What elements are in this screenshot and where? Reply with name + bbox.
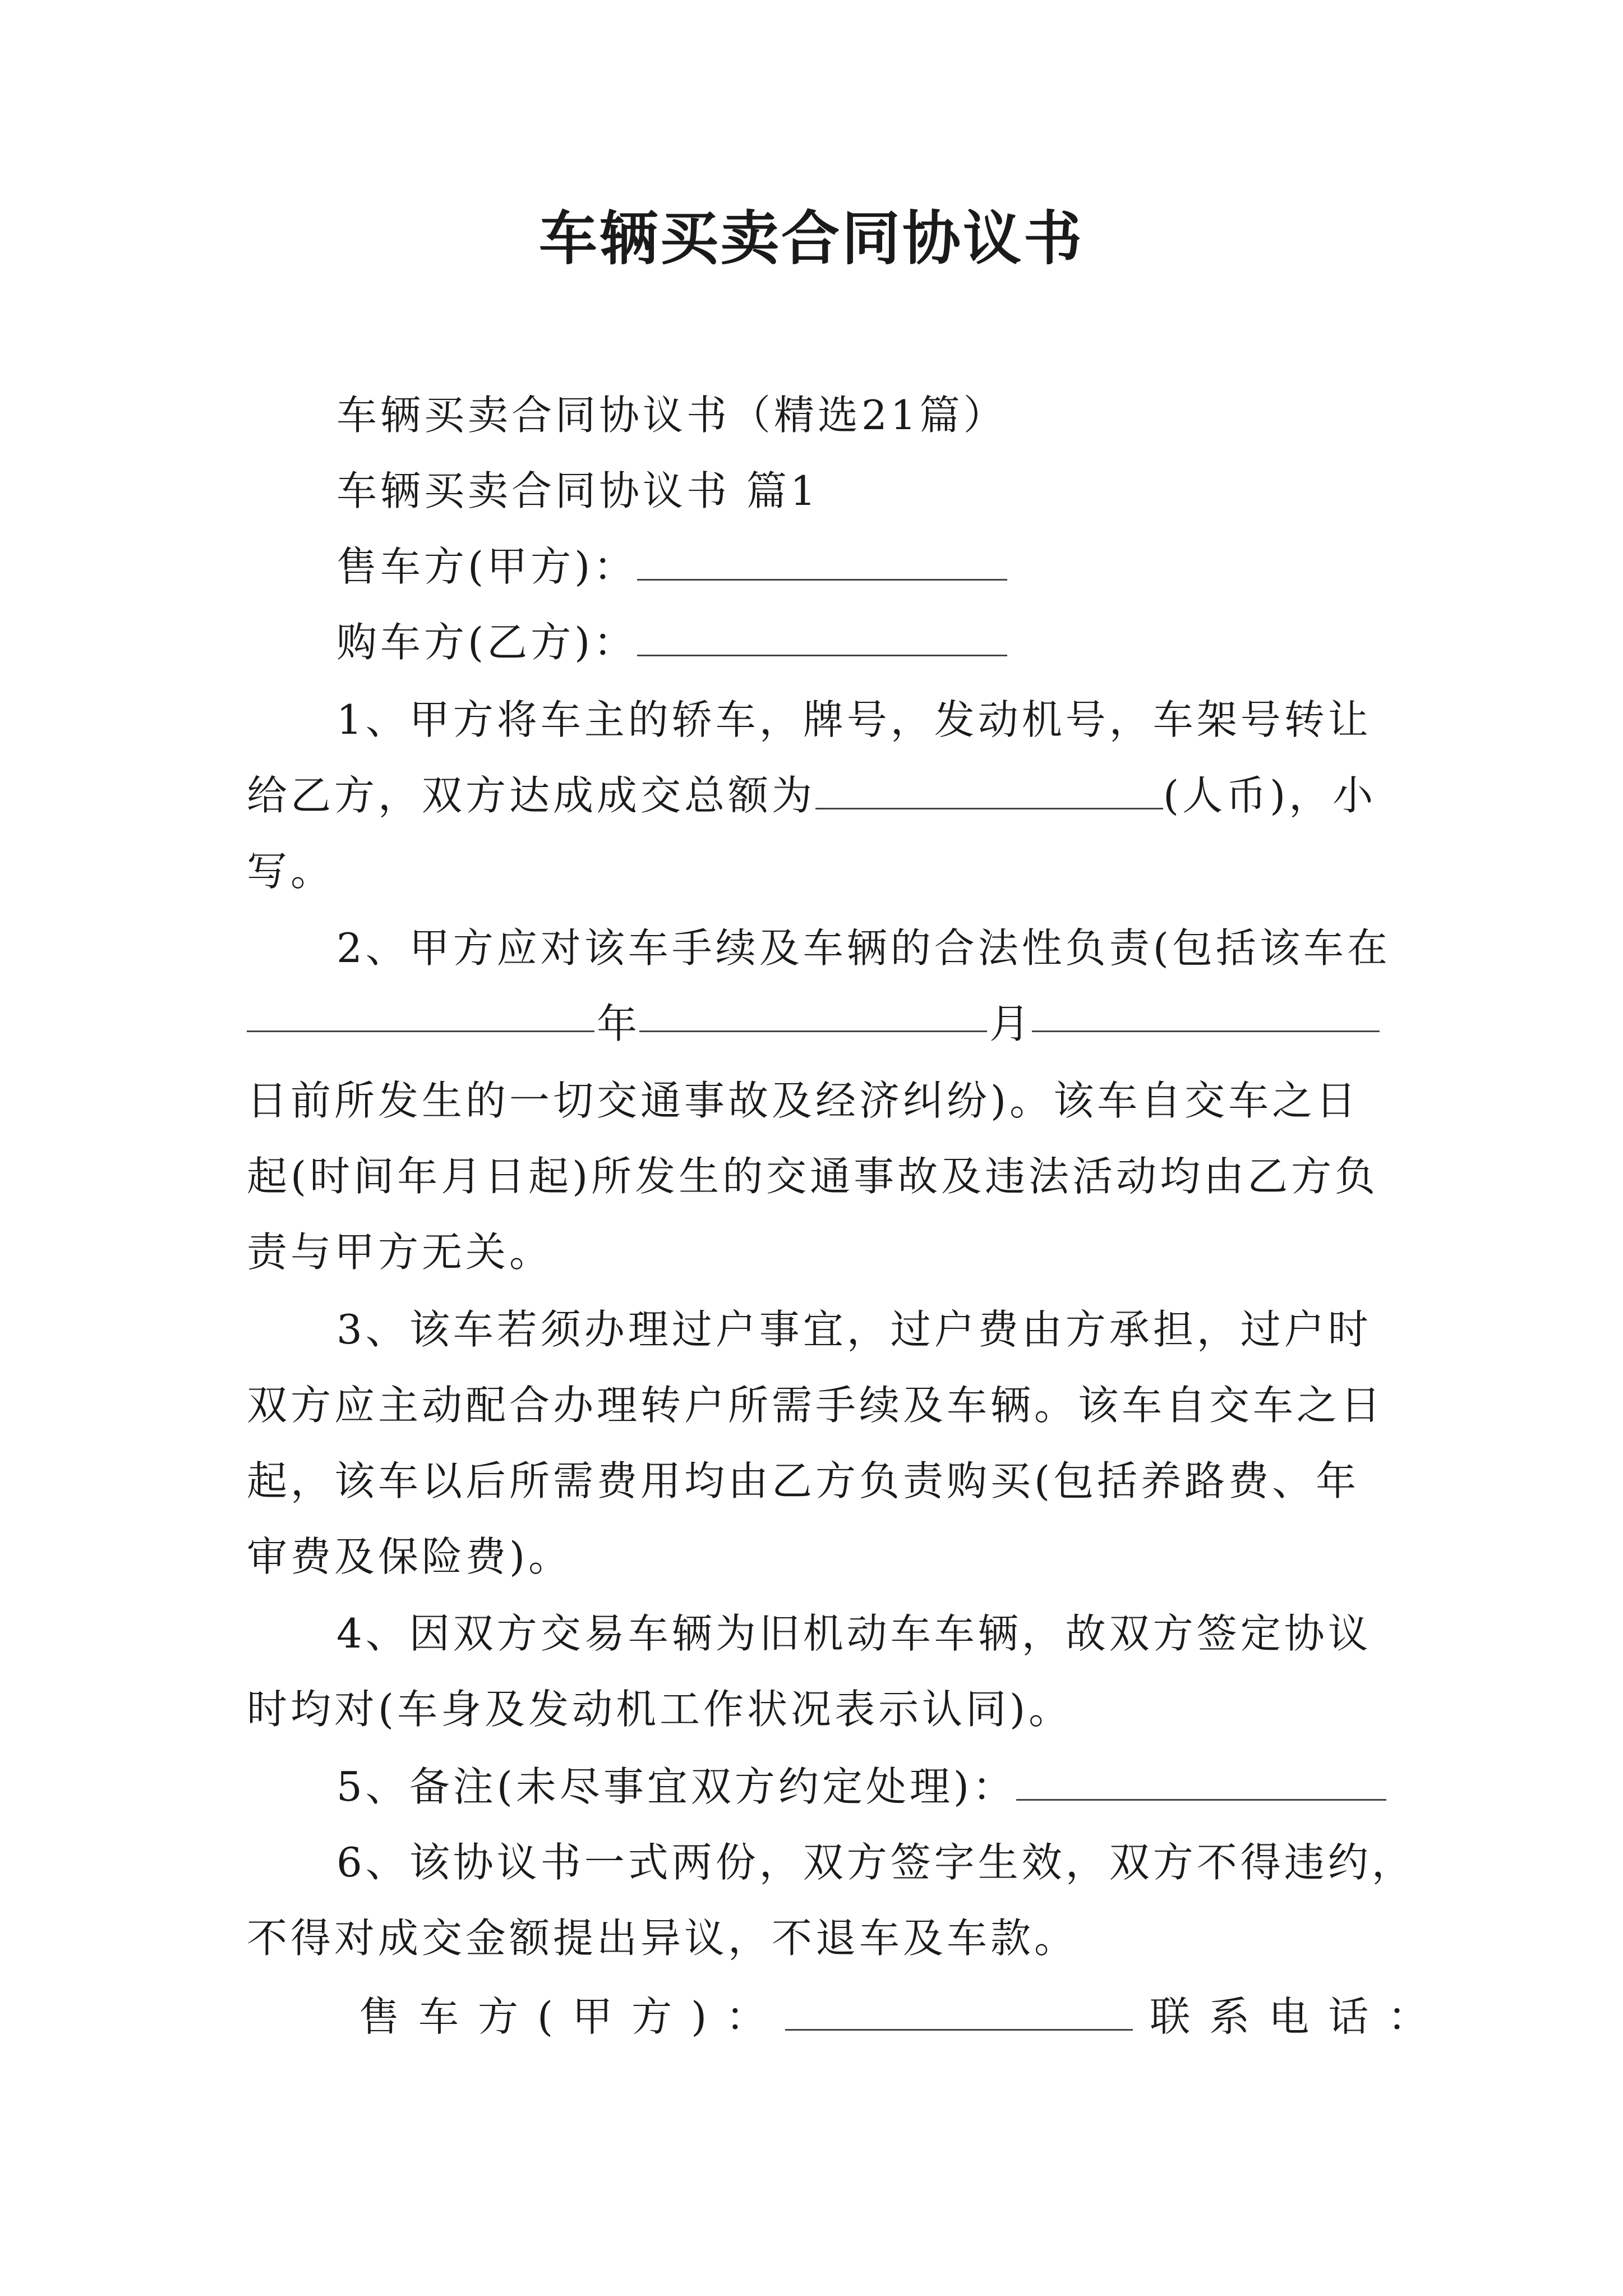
clause3-line4: 审费及保险费)。 [247,1533,573,1580]
signature-seller-label: 售车方(甲方)： [359,1993,786,2040]
total-amount-blank[interactable] [815,773,1163,809]
month-label: 月 [989,1000,1030,1047]
phone-label: 联系电话： [1150,1993,1447,2040]
clause2-line1: 2、甲方应对该车手续及车辆的合法性负责(包括该车在 [336,924,1391,972]
section-title: 车辆买卖合同协议书 篇1 [336,467,819,514]
clause2-date-line [247,996,1380,1052]
buyer-label: 购车方(乙方)： [336,619,638,666]
document-title: 车辆买卖合同协议书 [538,204,1084,273]
clause5-label: 5、备注(未尽事宜双方约定处理)： [336,1763,1016,1810]
seller-blank[interactable] [637,544,1007,581]
clause2-line3: 日前所发生的一切交通事故及经济纠纷)。该车自交车之日 [247,1077,1360,1124]
clause3-line3: 起，该车以后所需费用均由乙方负责购买(包括养路费、年 [247,1457,1360,1504]
clause2-line4: 起(时间年月日起)所发生的交通事故及违法活动均由乙方负 [247,1153,1379,1200]
clause1-line2 [247,767,1380,823]
clause1-total-label: 给乙方，双方达成成交总额为 [247,772,816,819]
date-month-blank[interactable] [639,996,987,1032]
date-day-blank[interactable] [1032,996,1380,1032]
clause4-line1: 4、因双方交易车辆为旧机动车车辆，故双方签定协议 [336,1610,1372,1657]
year-label: 年 [596,1000,637,1047]
clause1-currency: (人币)，小 [1163,772,1377,819]
seller-line [336,539,1380,595]
clause3-line2: 双方应主动配合办理转户所需手续及车辆。该车自交车之日 [247,1382,1385,1429]
buyer-line [336,614,1380,670]
clause3-line1: 3、该车若须办理过户事宜，过户费由方承担，过户时 [336,1306,1372,1353]
clause4-line2: 时均对(车身及发动机工作状况表示认同)。 [247,1686,1073,1733]
seller-label: 售车方(甲方)： [336,543,638,590]
signature-seller-blank[interactable] [785,1994,1133,2031]
clause5-line [336,1759,1380,1815]
subtitle: 车辆买卖合同协议书（精选21篇） [336,392,1007,439]
clause1-line3: 写。 [247,848,335,895]
buyer-blank[interactable] [637,620,1007,656]
signature-line [359,1989,1447,2045]
clause1-line1: 1、甲方将车主的轿车，牌号，发动机号，车架号转让 [336,696,1372,743]
clause6-line1: 6、该协议书一式两份，双方签字生效，双方不得违约， [336,1839,1415,1886]
clause2-line5: 责与甲方无关。 [247,1228,554,1276]
clause6-line2: 不得对成交金额提出异议，不退车及车款。 [247,1915,1078,1962]
remarks-blank[interactable] [1016,1764,1386,1801]
date-year-blank[interactable] [247,996,594,1032]
